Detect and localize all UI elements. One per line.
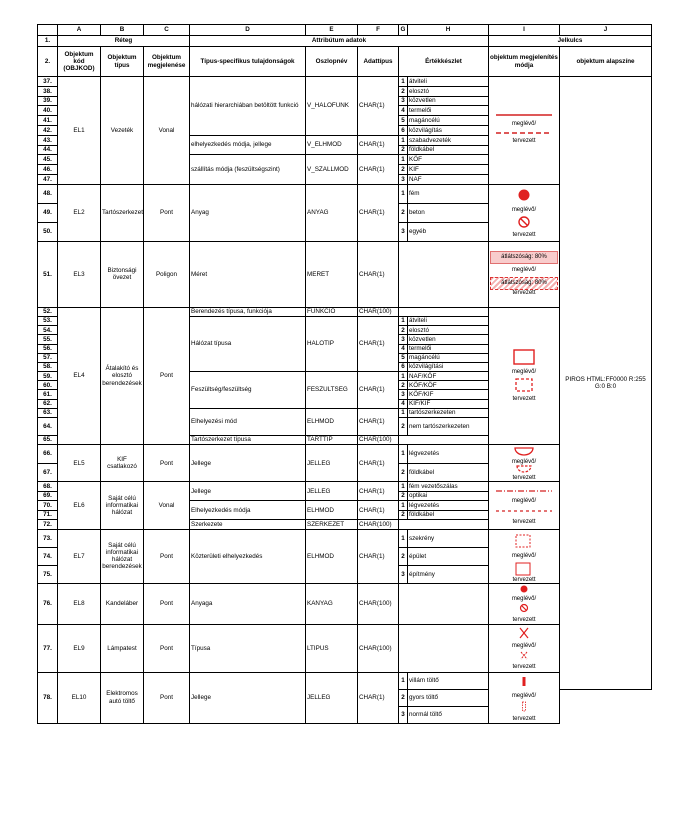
value-code: 2: [399, 326, 408, 335]
value-label: NAF: [408, 174, 489, 184]
col-letter: D: [190, 25, 306, 36]
row-number: 72.: [38, 520, 58, 530]
row-number: 39.: [38, 96, 58, 106]
value-set-empty: [399, 583, 489, 624]
object-type: Saját célú informatikai hálózat: [101, 482, 144, 530]
attribute-description: Feszültség/feszültség: [190, 372, 306, 409]
column-name: ANYAG: [306, 184, 358, 241]
value-label: építmény: [408, 565, 489, 583]
data-type: CHAR(1): [358, 77, 399, 136]
object-type-header: Objektum típus: [101, 47, 144, 77]
object-code: EL3: [58, 241, 101, 307]
object-code: EL6: [58, 482, 101, 530]
attribute-description: Jellege: [190, 482, 306, 501]
value-code: 3: [399, 222, 408, 241]
lamp-post-icon: [494, 584, 554, 624]
col-letter: F: [358, 25, 399, 36]
header-row-2: [38, 47, 652, 77]
object-appearance: Pont: [144, 583, 190, 624]
column-name: ELHMOD: [306, 408, 358, 435]
legend-symbol-cell: [489, 184, 560, 241]
value-label: fém: [408, 184, 489, 203]
legend-symbol-cell: [489, 583, 560, 624]
attribute-table: [37, 24, 652, 724]
value-label: gyors töltő: [408, 689, 489, 706]
data-type: CHAR(1): [358, 372, 399, 409]
data-type-header: Adattípus: [358, 47, 399, 77]
table-row: [38, 184, 652, 203]
value-code: 1: [399, 77, 408, 87]
row-number: 71.: [38, 510, 58, 520]
row-number: 46.: [38, 165, 58, 175]
value-code: 1: [399, 501, 408, 511]
table-row: [38, 624, 652, 672]
planned-label: tervezett: [512, 616, 536, 623]
col-letter: B: [101, 25, 144, 36]
row-number: 43.: [38, 135, 58, 145]
data-type: CHAR(1): [358, 184, 399, 241]
value-code: 2: [399, 689, 408, 706]
object-code: EL2: [58, 184, 101, 241]
value-code: 5: [399, 353, 408, 362]
planned-label: tervezett: [512, 715, 536, 722]
header-row-1: [38, 36, 652, 47]
planned-label: tervezett: [512, 519, 536, 526]
value-label: közvetlen: [408, 335, 489, 344]
value-code: 4: [399, 344, 408, 353]
existing-label: meglévő/: [511, 459, 537, 466]
value-label: egyéb: [408, 222, 489, 241]
object-type: Átalakító és elosztó berendezések: [101, 307, 144, 444]
row-number: 37.: [38, 77, 58, 87]
value-label: elosztó: [408, 326, 489, 335]
object-appearance: Pont: [144, 529, 190, 583]
connector-icon: [494, 445, 554, 481]
type-specific-header: Típus-specifikus tulajdonságok: [190, 47, 306, 77]
existing-label: meglévő/: [511, 643, 537, 650]
transparency-label: átlátszóság: 80%: [501, 254, 547, 261]
legend-symbol-cell: [489, 77, 560, 185]
row-number: 75.: [38, 565, 58, 583]
legend-symbol-cell: [489, 624, 560, 672]
attribute-description: Hálózat típusa: [190, 316, 306, 371]
object-appearance: Poligon: [144, 241, 190, 307]
transparency-label: átlátszóság: 80%: [501, 280, 547, 287]
value-label: NAF/KÖF: [408, 372, 489, 381]
row-number: 56.: [38, 344, 58, 353]
object-type: Lámpatest: [101, 624, 144, 672]
attribute-description: Berendezés típusa, funkciója: [190, 307, 306, 316]
planned-label: tervezett: [512, 138, 536, 145]
value-label: légvezetés: [408, 445, 489, 464]
row-number: 50.: [38, 222, 58, 241]
row-number: 45.: [38, 155, 58, 165]
value-label: magáncélú: [408, 116, 489, 126]
row-number: 73.: [38, 529, 58, 547]
table-row: [38, 529, 652, 547]
value-code: 2: [399, 203, 408, 222]
planned-label: tervezett: [512, 290, 536, 297]
attribute-description: szállítás módja (feszültségszint): [190, 155, 306, 184]
object-appearance: Pont: [144, 672, 190, 723]
existing-label: meglévő/: [511, 267, 537, 274]
row-number: 38.: [38, 86, 58, 96]
value-label: villám töltő: [408, 672, 489, 689]
value-label: beton: [408, 203, 489, 222]
column-name: V_SZALLMOD: [306, 155, 358, 184]
data-type: CHAR(1): [358, 482, 399, 501]
row-number: 41.: [38, 116, 58, 126]
attribute-description: Jellege: [190, 672, 306, 723]
value-label: szekrény: [408, 529, 489, 547]
row-number: 63.: [38, 408, 58, 417]
data-type: CHAR(1): [358, 445, 399, 482]
attribute-table-sheet: [37, 24, 652, 724]
data-type: CHAR(1): [358, 155, 399, 184]
attribute-description: Típusa: [190, 624, 306, 672]
object-type: Saját célú informatikai hálózat berendezések: [101, 529, 144, 583]
row-number: 60.: [38, 381, 58, 390]
value-code: 6: [399, 125, 408, 135]
object-appearance: Vonal: [144, 77, 190, 185]
row-number: 42.: [38, 125, 58, 135]
column-name: JELLEG: [306, 482, 358, 501]
ev-charger-icon: [494, 674, 554, 722]
row-number: 48.: [38, 184, 58, 203]
object-type: Kandeláber: [101, 583, 144, 624]
object-appearance: Pont: [144, 445, 190, 482]
object-code: EL7: [58, 529, 101, 583]
row-number: 49.: [38, 203, 58, 222]
row-number: 47.: [38, 174, 58, 184]
base-color-header: objektum alapszíne: [560, 47, 652, 77]
it-equipment-icon: [494, 531, 554, 581]
attribute-description: Elhelyezési mód: [190, 408, 306, 435]
legend-symbol-cell: [489, 482, 560, 530]
value-label: termelői: [408, 344, 489, 353]
attribute-header: Attribútum adatok: [190, 36, 489, 47]
value-label: fém vezetőszálas: [408, 482, 489, 492]
value-code: 2: [399, 145, 408, 155]
value-code: 1: [399, 529, 408, 547]
object-appearance-header: Objektum megjelenése: [144, 47, 190, 77]
data-type: CHAR(1): [358, 241, 399, 307]
object-type: KIF csatlakozó: [101, 445, 144, 482]
value-label: optikai: [408, 491, 489, 501]
value-label: földkábel: [408, 463, 489, 482]
column-name: LTIPUS: [306, 624, 358, 672]
value-label: elosztó: [408, 86, 489, 96]
value-code: 4: [399, 399, 408, 408]
object-code-header: Objektum kód (OBJKOD): [58, 47, 101, 77]
column-name: FUNKCIO: [306, 307, 358, 316]
value-label: KIF: [408, 165, 489, 175]
value-label: légvezetés: [408, 501, 489, 511]
table-row: [38, 672, 652, 689]
value-label: közvilágítási: [408, 362, 489, 371]
table-row: [38, 77, 652, 87]
row-number: 58.: [38, 362, 58, 371]
value-code: 3: [399, 335, 408, 344]
col-letter: G: [399, 25, 408, 36]
it-network-line-icon: [494, 483, 554, 527]
column-name: KANYAG: [306, 583, 358, 624]
value-code: 2: [399, 86, 408, 96]
row-number: 70.: [38, 501, 58, 511]
value-code: 1: [399, 408, 408, 417]
col-letter: E: [306, 25, 358, 36]
row-number: 2.: [38, 47, 58, 77]
column-name: V_ELHMOD: [306, 135, 358, 155]
column-name: HALOTIP: [306, 316, 358, 371]
value-set-header: Értékkészlet: [399, 47, 489, 77]
row-number: 78.: [38, 672, 58, 723]
value-label: KÖF/KÖF: [408, 381, 489, 390]
attribute-description: Közterületi elhelyezkedés: [190, 529, 306, 583]
data-type: CHAR(100): [358, 520, 399, 530]
object-appearance: Pont: [144, 307, 190, 444]
value-code: 1: [399, 316, 408, 325]
legend-symbol-cell: [489, 672, 560, 723]
data-type: CHAR(1): [358, 501, 399, 520]
row-number: 57.: [38, 353, 58, 362]
row-number: 62.: [38, 399, 58, 408]
planned-label: tervezett: [512, 577, 536, 582]
value-label: tartószerkezeten: [408, 408, 489, 417]
value-code: 2: [399, 510, 408, 520]
object-code: EL9: [58, 624, 101, 672]
value-label: átviteli: [408, 316, 489, 325]
value-code: 2: [399, 418, 408, 436]
value-code: 6: [399, 362, 408, 371]
legend-symbol-cell: [489, 445, 560, 482]
base-color-text: PIROS HTML:FF0000 R:255 G:0 B:0: [560, 77, 652, 690]
data-type: CHAR(1): [358, 672, 399, 723]
col-letter: C: [144, 25, 190, 36]
value-label: közvetlen: [408, 96, 489, 106]
object-type: Biztonsági övezet: [101, 241, 144, 307]
attribute-description: Anyag: [190, 184, 306, 241]
row-number: 77.: [38, 624, 58, 672]
value-label: átviteli: [408, 77, 489, 87]
value-label: KÖF/KIF: [408, 390, 489, 399]
col-letter: H: [408, 25, 489, 36]
column-name: JELLEG: [306, 672, 358, 723]
value-code: 2: [399, 381, 408, 390]
object-code: EL8: [58, 583, 101, 624]
value-label: földkábel: [408, 510, 489, 520]
row-number: 65.: [38, 436, 58, 445]
column-name: ELHMOD: [306, 501, 358, 520]
attribute-description: hálózati hierarchiában betöltött funkció: [190, 77, 306, 136]
row-number: 54.: [38, 326, 58, 335]
column-name: V_HALOFUNK: [306, 77, 358, 136]
data-type: CHAR(1): [358, 408, 399, 435]
value-label: közvilágítás: [408, 125, 489, 135]
legend-header: Jelkulcs: [489, 36, 652, 47]
value-code: 2: [399, 463, 408, 482]
object-type: Tartószerkezet: [101, 184, 144, 241]
existing-label: meglévő/: [511, 206, 537, 213]
value-code: 3: [399, 706, 408, 723]
row-number: 51.: [38, 241, 58, 307]
planned-label: tervezett: [512, 664, 536, 671]
row-number: 44.: [38, 145, 58, 155]
existing-label: meglévő/: [511, 595, 537, 602]
value-code: 2: [399, 547, 408, 565]
value-code: 3: [399, 96, 408, 106]
value-code: 3: [399, 174, 408, 184]
layer-header: Réteg: [58, 36, 190, 47]
power-line-icon: [494, 109, 554, 151]
row-number: 40.: [38, 106, 58, 116]
value-label: földkábel: [408, 145, 489, 155]
planned-label: tervezett: [512, 475, 536, 482]
pole-icon: [494, 186, 554, 240]
value-code: 3: [399, 390, 408, 399]
existing-label: meglévő/: [511, 498, 537, 505]
object-code: EL10: [58, 672, 101, 723]
column-name: TARTTIP: [306, 436, 358, 445]
value-code: 1: [399, 184, 408, 203]
data-type: CHAR(100): [358, 436, 399, 445]
data-type: CHAR(100): [358, 624, 399, 672]
attribute-description: Anyaga: [190, 583, 306, 624]
data-type: CHAR(1): [358, 135, 399, 155]
data-type: CHAR(100): [358, 307, 399, 316]
row-number: 76.: [38, 583, 58, 624]
data-type: CHAR(100): [358, 583, 399, 624]
column-name: ELHMOD: [306, 529, 358, 583]
attribute-description: elhelyezkedés módja, jellege: [190, 135, 306, 155]
value-label: nem tartószerkezeten: [408, 418, 489, 436]
col-letter: I: [489, 25, 560, 36]
luminaire-icon: [494, 625, 554, 671]
planned-label: tervezett: [512, 395, 536, 402]
attribute-description: Méret: [190, 241, 306, 307]
safety-zone-planned-swatch: [490, 277, 558, 290]
table-row: [38, 583, 652, 624]
table-row: [38, 445, 652, 464]
existing-label: meglévő/: [511, 121, 537, 128]
row-number: 55.: [38, 335, 58, 344]
row-number: 59.: [38, 372, 58, 381]
column-name: FESZULTSEG: [306, 372, 358, 409]
value-code: 1: [399, 135, 408, 145]
table-row: [38, 241, 652, 307]
value-code: 1: [399, 482, 408, 492]
column-name: SZERKEZET: [306, 520, 358, 530]
value-code: 2: [399, 491, 408, 501]
attribute-description: Elhelyezkedés módja: [190, 501, 306, 520]
row-number: 52.: [38, 307, 58, 316]
col-letter: J: [560, 25, 652, 36]
value-code: 1: [399, 372, 408, 381]
existing-label: meglévő/: [511, 368, 537, 375]
object-appearance: Vonal: [144, 482, 190, 530]
attribute-description: Tartószerkezet típusa: [190, 436, 306, 445]
row-number: 68.: [38, 482, 58, 492]
value-code: 1: [399, 155, 408, 165]
value-set-empty: [399, 307, 489, 316]
legend-symbol-cell: [489, 307, 560, 444]
transformer-icon: [494, 346, 554, 406]
value-code: 1: [399, 445, 408, 464]
legend-symbol-cell: [489, 529, 560, 583]
value-label: KIF/KIF: [408, 399, 489, 408]
value-code: 4: [399, 106, 408, 116]
object-appearance: Pont: [144, 184, 190, 241]
value-code: 3: [399, 565, 408, 583]
column-name: JELLEG: [306, 445, 358, 482]
value-label: szabadvezeték: [408, 135, 489, 145]
row-number: 67.: [38, 463, 58, 482]
safety-zone-existing-swatch: [490, 251, 558, 264]
object-type: Elektromos autó töltő: [101, 672, 144, 723]
value-code: 2: [399, 165, 408, 175]
value-label: normál töltő: [408, 706, 489, 723]
planned-label: tervezett: [512, 231, 536, 238]
display-mode-header: objektum megjelenítés módja: [489, 47, 560, 77]
column-name: MERET: [306, 241, 358, 307]
value-label: épület: [408, 547, 489, 565]
attribute-description: Jellege: [190, 445, 306, 482]
attribute-description: Szerkezete: [190, 520, 306, 530]
column-name-header: Oszlopnév: [306, 47, 358, 77]
table-row: [38, 307, 652, 316]
data-type: CHAR(1): [358, 529, 399, 583]
legend-symbol-cell: [489, 241, 560, 307]
col-letter: A: [58, 25, 101, 36]
row-number: 53.: [38, 316, 58, 325]
existing-label: meglévő/: [511, 553, 537, 560]
value-label: KÖF: [408, 155, 489, 165]
value-set-empty: [399, 624, 489, 672]
existing-label: meglévő/: [511, 692, 537, 699]
value-set-empty: [399, 241, 489, 307]
data-type: CHAR(1): [358, 316, 399, 371]
object-code: EL5: [58, 445, 101, 482]
row-number: 66.: [38, 445, 58, 464]
value-label: magáncélú: [408, 353, 489, 362]
row-number: 1.: [38, 36, 58, 47]
value-code: 1: [399, 672, 408, 689]
row-number: 74.: [38, 547, 58, 565]
object-code: EL1: [58, 77, 101, 185]
value-set-empty: [399, 436, 489, 445]
object-code: EL4: [58, 307, 101, 444]
row-number: 64.: [38, 418, 58, 436]
value-code: 5: [399, 116, 408, 126]
value-label: termelői: [408, 106, 489, 116]
row-number: 61.: [38, 390, 58, 399]
column-letter-row: [38, 25, 652, 36]
value-set-empty: [399, 520, 489, 530]
object-type: Vezeték: [101, 77, 144, 185]
object-appearance: Pont: [144, 624, 190, 672]
row-number: 69.: [38, 491, 58, 501]
table-row: [38, 482, 652, 492]
